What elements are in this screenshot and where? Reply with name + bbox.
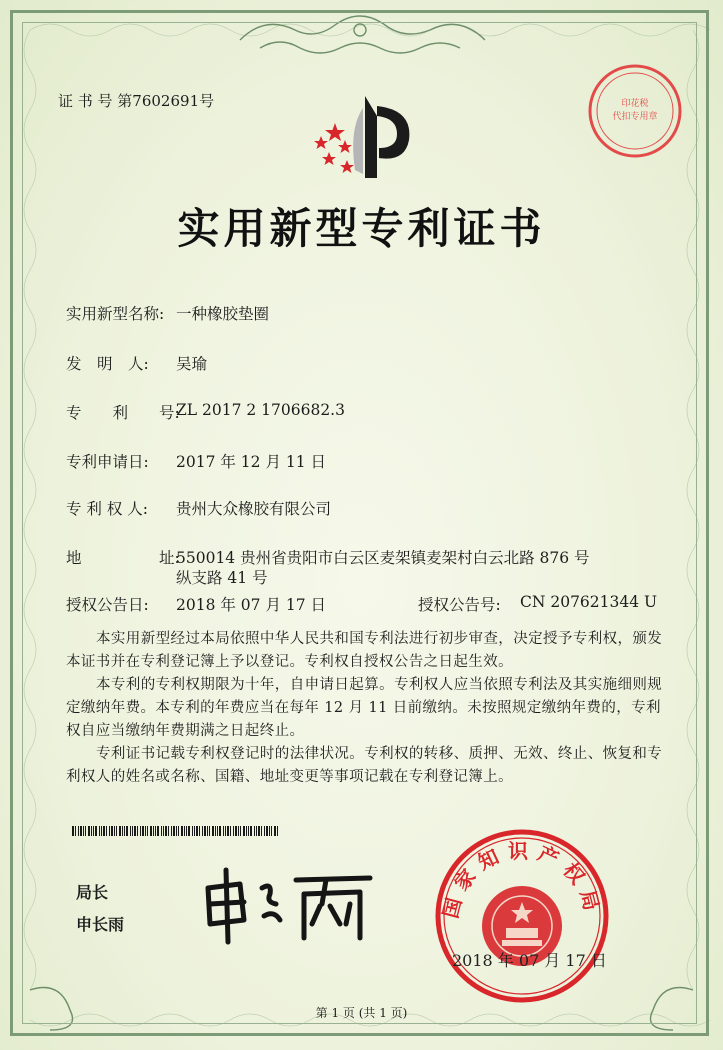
address-value-line1: 550014 贵州省贵阳市白云区麦架镇麦架村白云北路 876 号 [176, 549, 590, 567]
patent-number-value: ZL 2017 2 1706682.3 [176, 401, 345, 419]
director-name: 申长雨 [76, 915, 125, 934]
paragraph-term [66, 674, 666, 743]
name-value: 一种橡胶垫圈 [176, 305, 270, 323]
paragraph-register [66, 743, 666, 789]
director-title: 局长 [76, 883, 109, 902]
barcode [72, 826, 278, 836]
paragraph-term-text: 本专利的专利权期限为十年，自申请日起算。专利权人应当依照专利法及其实施细则规定缴纳年费。本专利的年费应当在每年 12 月 11 日前缴纳。未按照规定缴纳年费的，专利权自应当缴纳年费期满之日起终止。 [66, 677, 663, 739]
svg-text:印花税: 印花税 [621, 99, 649, 109]
director-signature [200, 858, 380, 948]
paragraph-register-text: 专利证书记载专利权登记时的法律状况。专利权的转移、质押、无效、终止、恢复和专利权人的姓名或名称、国籍、地址变更等事项记载在专利登记簿上。 [66, 746, 663, 785]
paragraph-grant [66, 628, 666, 674]
patentee-value: 贵州大众橡胶有限公司 [176, 500, 332, 518]
grant-number-label: 授权公告号: [418, 596, 501, 614]
patent-number-label: 专 利 号: [66, 404, 180, 422]
certificate-title: 实用新型专利证书 [177, 204, 546, 253]
address-value-line2: 纵支路 41 号 [176, 569, 268, 587]
inventor-value: 吴瑜 [176, 355, 208, 373]
seal-date: 2018 年 07 月 17 日 [452, 951, 607, 970]
grant-number-value: CN 207621344 U [520, 593, 658, 611]
patentee-label: 专 利 权 人: [66, 500, 149, 518]
official-seal [432, 826, 612, 1006]
grant-date-value: 2018 年 07 月 17 日 [176, 596, 327, 614]
grant-date-label: 授权公告日: [66, 596, 149, 614]
tax-stamp [586, 62, 684, 160]
page-footer: 第 1 页 (共 1 页) [315, 1006, 408, 1020]
filing-date-value: 2017 年 12 月 11 日 [176, 453, 327, 471]
seal-text: 国家知识产权局 [438, 839, 606, 921]
patent-office-logo [305, 88, 430, 183]
paragraph-grant-text: 本实用新型经过本局依照中华人民共和国专利法进行初步审查，决定授予专利权，颁发本证书并在专利登记簿上予以登记。专利权自授权公告之日起生效。 [66, 631, 663, 670]
inventor-label: 发 明 人: [66, 355, 149, 373]
certificate-number: 证 书 号 第7602691号 [58, 92, 215, 110]
address-label: 地 址: [66, 549, 180, 567]
name-label: 实用新型名称: [66, 305, 165, 323]
filing-date-label: 专利申请日: [66, 453, 149, 471]
svg-text:代扣专用章: 代扣专用章 [612, 112, 658, 122]
